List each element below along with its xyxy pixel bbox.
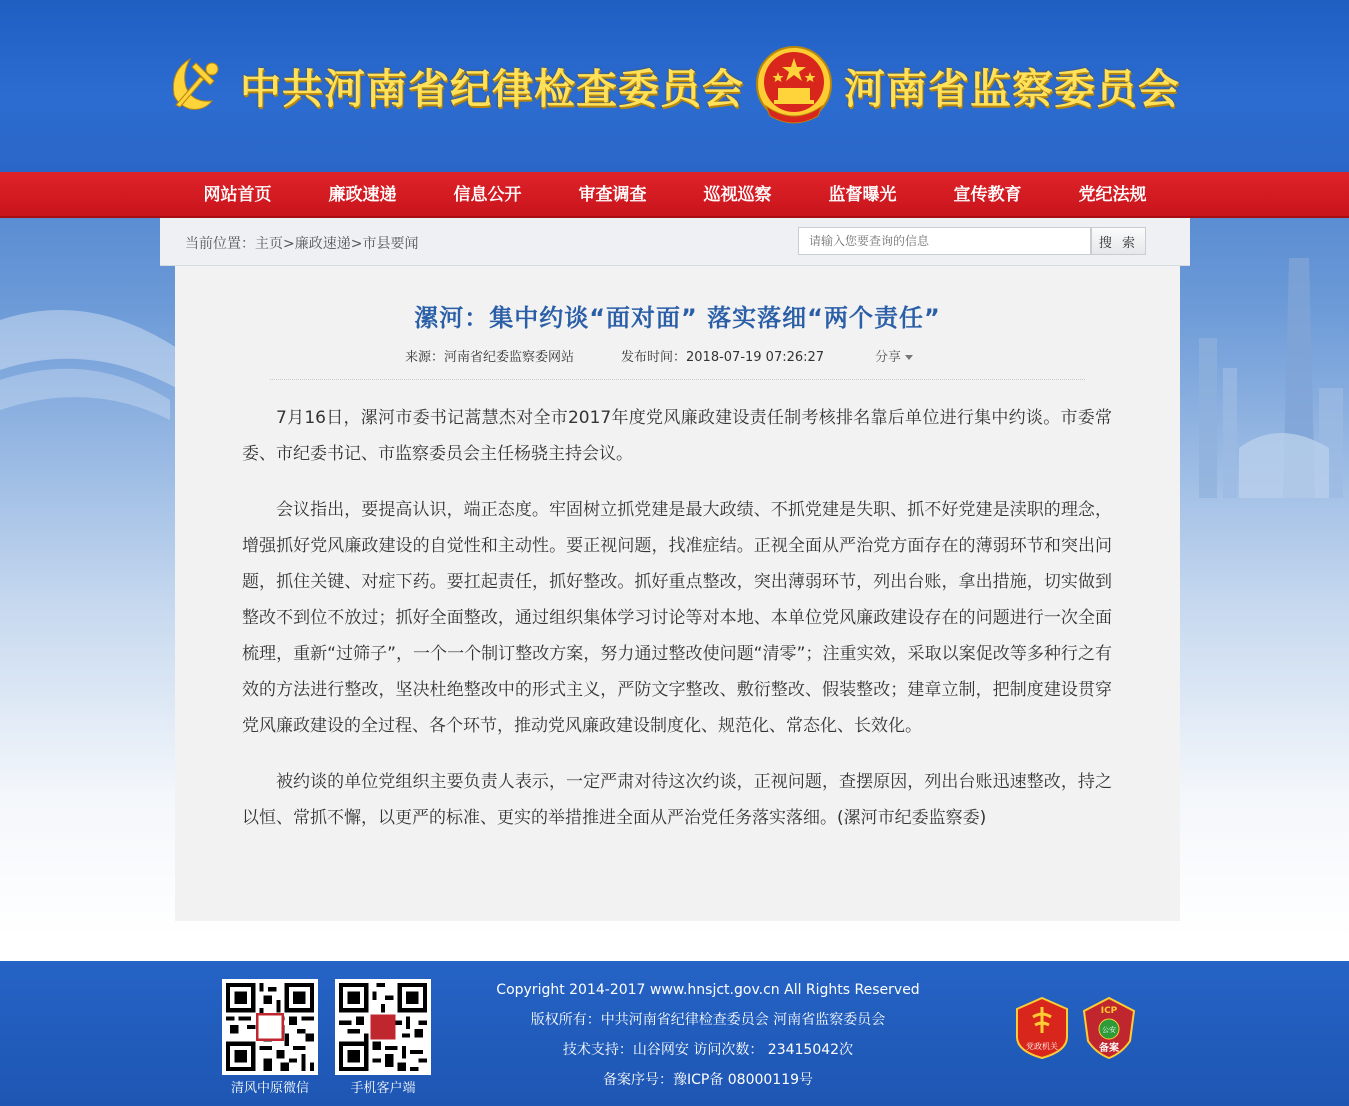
skyline-illustration	[1179, 218, 1349, 498]
footer-owner: 版权所有：中共河南省纪律检查委员会 河南省监察委员会	[530, 1012, 886, 1028]
breadcrumb-separator: >	[283, 236, 295, 252]
police-icp-badge-icon[interactable]	[1082, 997, 1136, 1059]
footer-icp[interactable]: 备案序号：豫ICP备 08000119号	[602, 1072, 814, 1088]
header-title-group	[160, 40, 1180, 130]
article-meta	[175, 346, 1180, 366]
search-input[interactable]	[798, 227, 1091, 255]
nav-item-education[interactable]: 宣传教育	[953, 185, 1022, 205]
nav-item-investigation[interactable]: 审查调查	[578, 185, 647, 205]
qr-code-icon	[226, 983, 314, 1071]
article-panel	[175, 266, 1180, 921]
nav-item-news[interactable]: 廉政速递	[328, 185, 397, 205]
badge-right-mid-text: 公安	[1102, 1026, 1116, 1034]
article-publish-time: 发布时间：2018-07-19 07:26:27	[621, 350, 825, 365]
article-body	[242, 400, 1112, 856]
nav-item-regulations[interactable]: 党纪法规	[1078, 185, 1147, 205]
qr-code-wechat[interactable]	[222, 979, 318, 1075]
article-title: 漯河：集中约谈“面对面” 落实落细“两个责任”	[414, 304, 941, 332]
footer-support: 技术支持：山谷网安 访问次数： 23415042次	[562, 1042, 854, 1058]
nav-items	[175, 172, 1175, 218]
party-emblem-icon	[160, 49, 232, 121]
stadium-illustration	[0, 280, 180, 500]
breadcrumb-home-link[interactable]: 主页	[255, 236, 283, 252]
header-title-left: 中共河南省纪律检查委员会	[240, 64, 744, 113]
article-paragraph: 被约谈的单位党组织主要负责人表示，一定严肃对待这次约谈，正视问题，查摆原因，列出台账迅速整改，持之以恒、常抓不懈，以更严的标准、更实的举措推进全面从严治党任务落实落细。(漯河市纪委监察委)	[242, 772, 1112, 828]
breadcrumb-separator: >	[350, 236, 363, 252]
breadcrumb-prefix: 当前位置：	[185, 236, 255, 252]
footer-copyright: Copyright 2014-2017 www.hnsjct.gov.cn All Rights Reserved	[496, 982, 920, 998]
meta-divider	[270, 379, 1085, 380]
article-paragraph: 会议指出，要提高认识，端正态度。牢固树立抓党建是最大政绩、不抓党建是失职、抓不好党建是渎职的理念，增强抓好党风廉政建设的自觉性和主动性。要正视问题，找准症结。正视全面从严治党方面存在的薄弱环节和突出问题，抓住关键、对症下药。要扛起责任，抓好整改。抓好重点整改，突出薄弱环节，列出台账，拿出措施，切实做到整改不到位不放过；抓好全面整改，通过组织集体学习讨论等对本地、本单位党风廉政建设存在的问题进行一次全面梳理，重新“过筛子”，一个一个制订整改方案，努力通过整改使问题“清零”；注重实效，采取以案促改等多种行之有效的方法进行整改，坚决杜绝整改中的形式主义，严防文字整改、敷衍整改、假装整改；建章立制，把制度建设贯穿党风廉政建设的全过程、各个环节，推动党风廉政建设制度化、规范化、常态化、长效化。	[242, 500, 1112, 736]
site-footer	[0, 961, 1349, 1106]
article-source: 来源：河南省纪委监察委网站	[405, 350, 575, 365]
share-label: 分享	[875, 350, 902, 365]
breadcrumb-section-link[interactable]: 廉政速递	[294, 236, 351, 252]
site-header	[0, 0, 1349, 172]
badge-right-bottom-text: 备案	[1099, 1043, 1119, 1054]
qr-mobile-label: 手机客户端	[350, 1081, 416, 1096]
national-emblem-icon	[754, 42, 834, 128]
qr-wechat-label: 清风中原微信	[230, 1081, 309, 1096]
badge-right-top-text: ICP	[1100, 1006, 1118, 1016]
footer-info	[408, 975, 1008, 1095]
header-title-right: 河南省监察委员会	[844, 64, 1180, 113]
share-button[interactable]	[875, 346, 913, 365]
nav-item-inspection[interactable]: 巡视巡察	[703, 185, 772, 205]
breadcrumb-current-link[interactable]: 市县要闻	[362, 236, 419, 252]
chevron-down-icon	[905, 355, 913, 360]
article-paragraph: 7月16日，漯河市委书记蒿慧杰对全市2017年度党风廉政建设责任制考核排名靠后单位进行集中约谈。市委常委、市纪委书记、市监察委员会主任杨骁主持会议。	[242, 408, 1112, 464]
nav-item-info[interactable]: 信息公开	[453, 185, 522, 205]
breadcrumb-bar	[160, 218, 1190, 266]
search-button[interactable]: 搜 索	[1091, 227, 1146, 255]
badge-left-text: 党政机关	[1026, 1042, 1058, 1051]
nav-item-exposure[interactable]: 监督曝光	[828, 185, 897, 205]
nav-item-home[interactable]: 网站首页	[203, 185, 272, 205]
main-nav	[0, 172, 1349, 218]
breadcrumb	[185, 233, 418, 253]
party-government-badge-icon[interactable]	[1015, 997, 1069, 1059]
